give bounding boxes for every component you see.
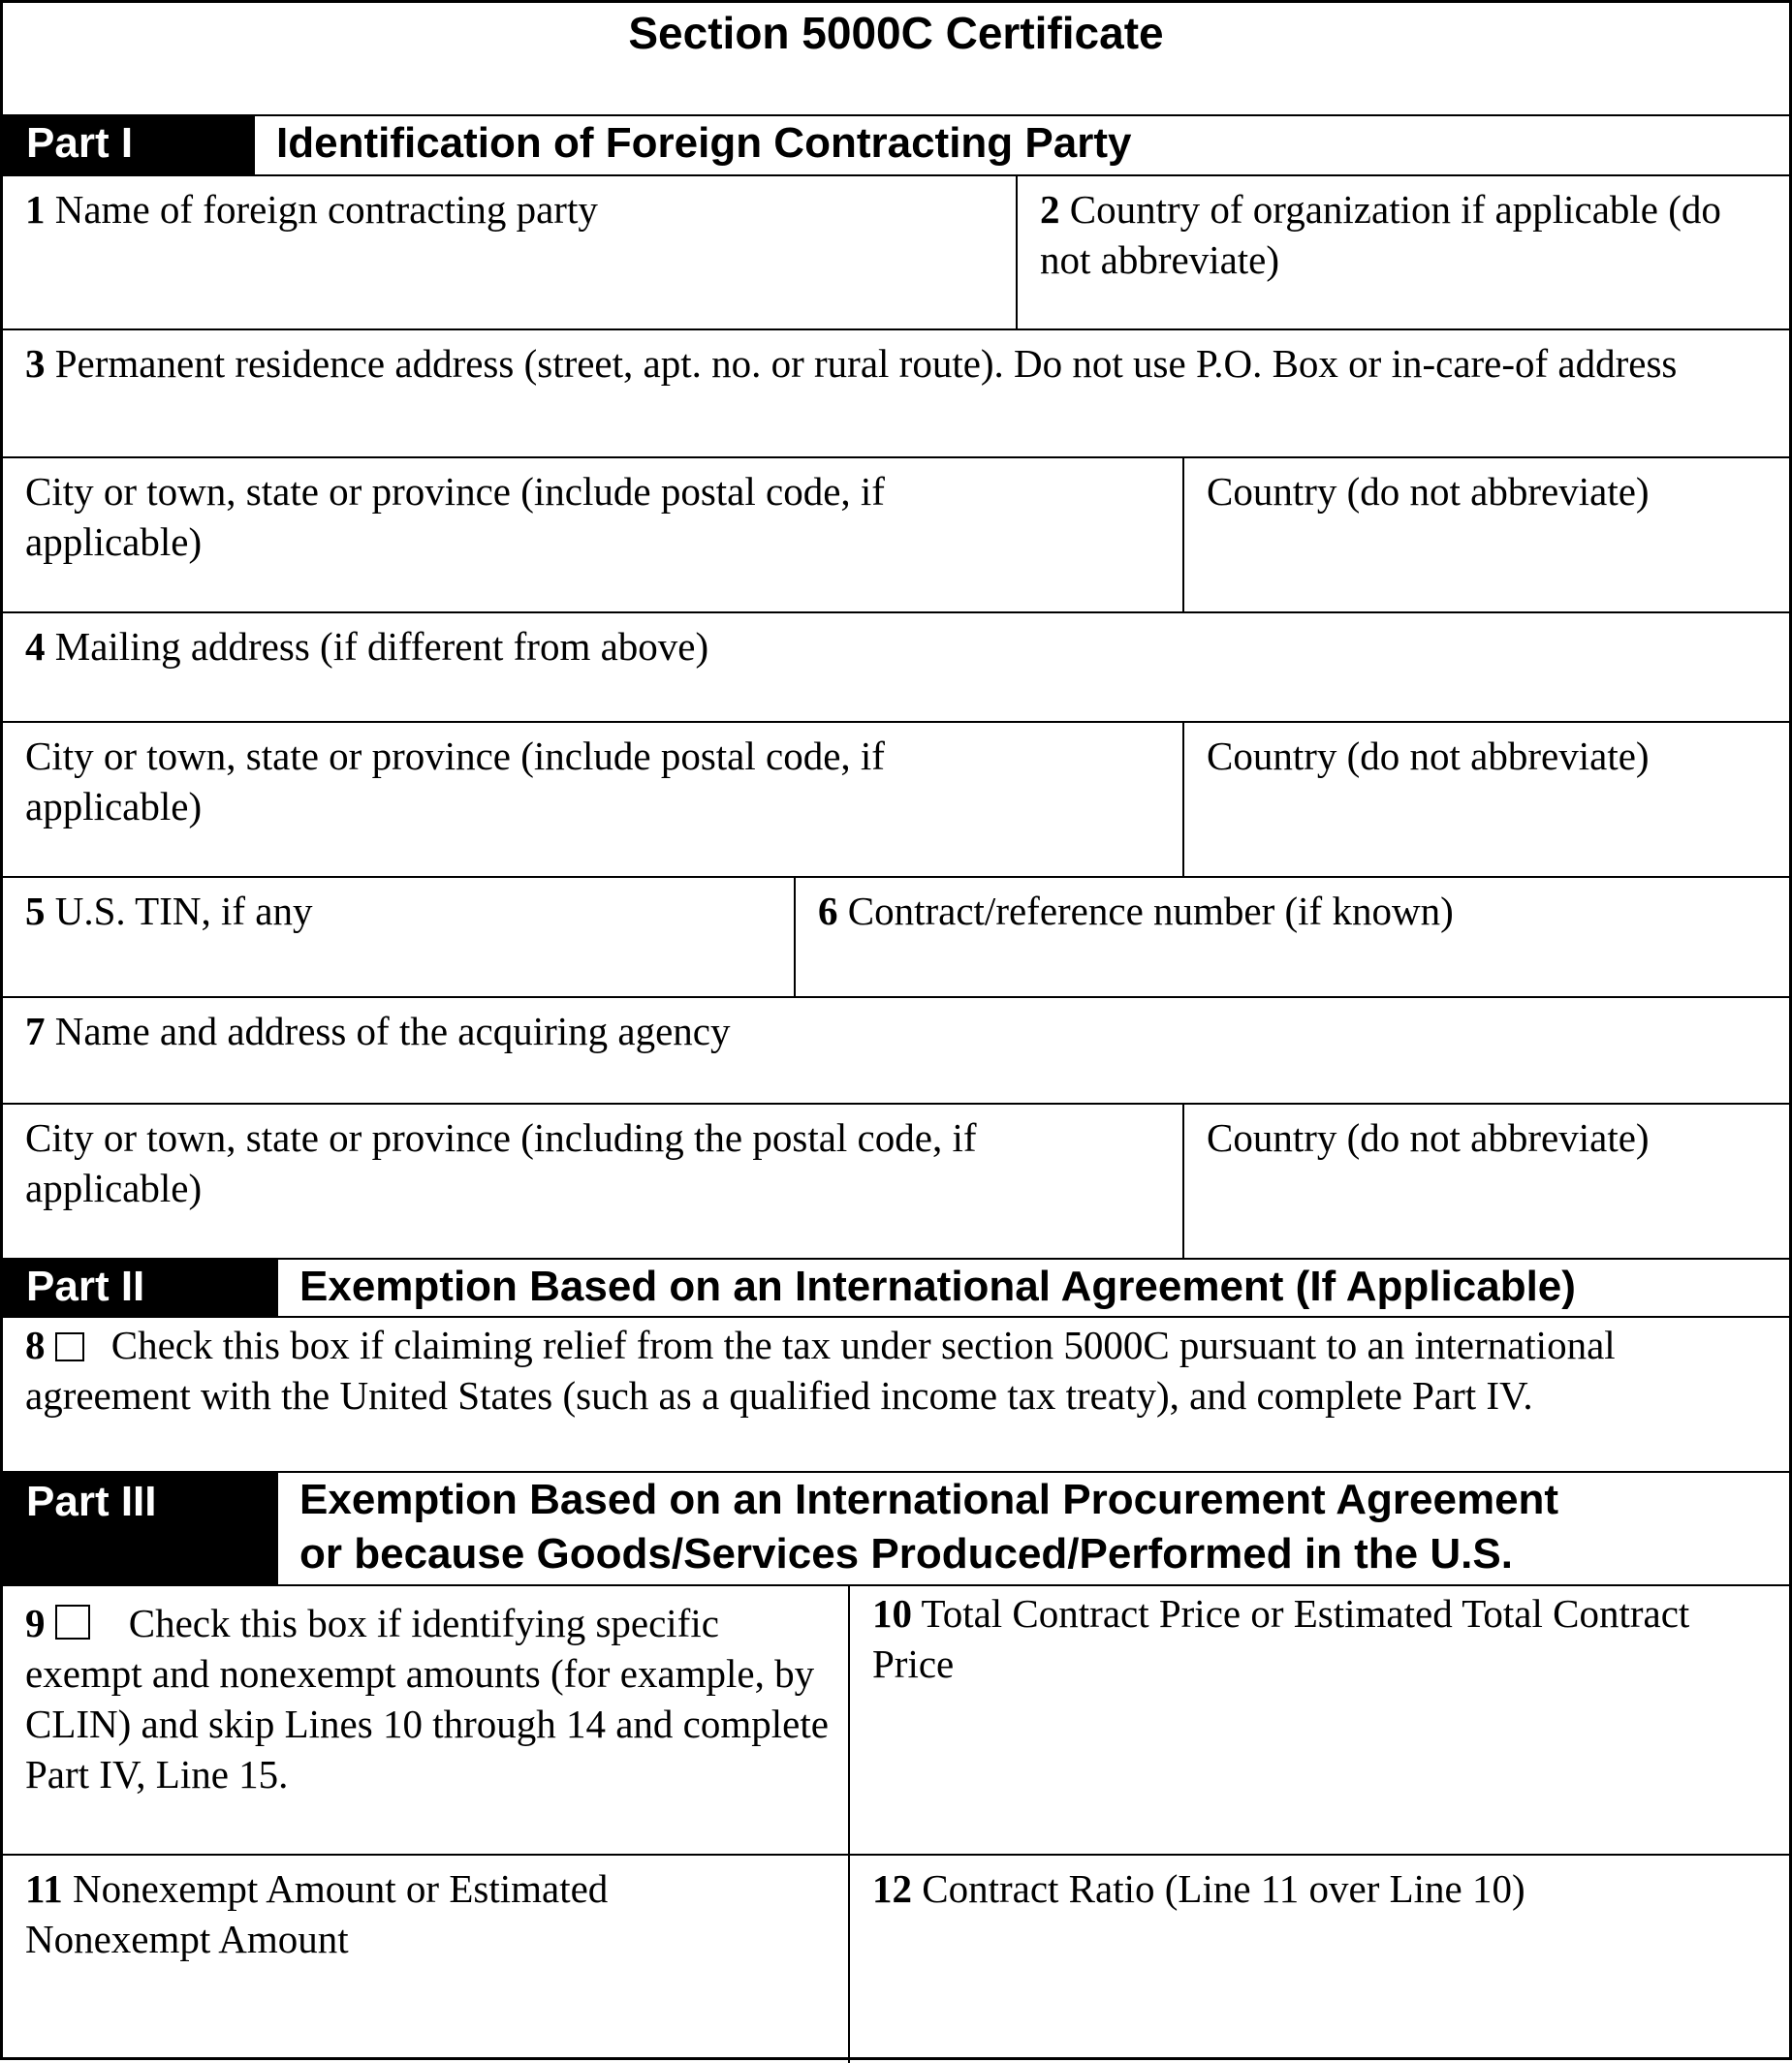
part3-header xyxy=(3,1473,1789,1586)
line5-number: 5 xyxy=(25,889,46,933)
line11-number: 11 xyxy=(25,1866,63,1911)
line12-cell[interactable] xyxy=(850,1856,1789,2063)
line7-label: Name and address of the acquiring agency xyxy=(54,1009,731,1053)
part3-title-line2: or because Goods/Services Produced/Performed in the U.S. xyxy=(299,1530,1513,1578)
part2-tag: Part II xyxy=(3,1260,278,1316)
line8-number: 8 xyxy=(25,1323,46,1367)
line3-city-label: City or town, state or province (include postal code, if applicable) xyxy=(25,469,885,564)
line9-label: Check this box if identifying specific exempt and nonexempt amounts (for example, by CLIN) and skip Lines 10 through 14 and complete Part IV, Line 15. xyxy=(25,1601,829,1797)
line1-number: 1 xyxy=(25,187,46,232)
line7-city-country-row xyxy=(3,1105,1789,1260)
line8-label: Check this box if claiming relief from the tax under section 5000C pursuant to an international agreement with the United States (such as a qualified income tax treaty), and complete Part IV. xyxy=(25,1323,1616,1418)
line6-cell[interactable] xyxy=(796,878,1789,996)
line4-label: Mailing address (if different from above) xyxy=(54,624,709,669)
line3-label: Permanent residence address (street, apt. no. or rural route). Do not use P.O. Box or in-care-of address xyxy=(54,341,1678,386)
line7-number: 7 xyxy=(25,1009,46,1053)
part1-title: Identification of Foreign Contracting Party xyxy=(276,119,1132,167)
line5-label: U.S. TIN, if any xyxy=(54,889,313,933)
line9-checkbox[interactable] xyxy=(55,1605,90,1640)
part2-header xyxy=(3,1260,1789,1318)
line3-country-cell[interactable] xyxy=(1184,458,1789,611)
line4-row[interactable] xyxy=(3,613,1789,723)
line11-cell[interactable] xyxy=(3,1856,850,2063)
line2-number: 2 xyxy=(1040,187,1060,232)
line3-city-cell[interactable] xyxy=(3,458,1184,611)
line9-line10-row xyxy=(3,1586,1789,1856)
line12-number: 12 xyxy=(872,1866,912,1911)
line12-label: Contract Ratio (Line 11 over Line 10) xyxy=(922,1866,1525,1911)
line9-number: 9 xyxy=(25,1601,46,1645)
line2-label: Country of organization if applicable (do not abbreviate) xyxy=(1040,187,1721,282)
line7-country-cell[interactable] xyxy=(1184,1105,1789,1258)
line10-number: 10 xyxy=(872,1591,912,1636)
line7-city-label: City or town, state or province (including the postal code, if applicable) xyxy=(25,1115,977,1210)
part2-title: Exemption Based on an International Agreement (If Applicable) xyxy=(299,1263,1576,1310)
part3-title-line1: Exemption Based on an International Procurement Agreement xyxy=(299,1476,1559,1523)
form-title: Section 5000C Certificate xyxy=(628,8,1164,58)
line5-line6-row xyxy=(3,878,1789,998)
line6-label: Contract/reference number (if known) xyxy=(847,889,1454,933)
part1-header xyxy=(3,116,1789,176)
line1-cell[interactable] xyxy=(3,176,1018,328)
line3-country-label: Country (do not abbreviate) xyxy=(1207,469,1650,514)
line7-city-cell[interactable] xyxy=(3,1105,1184,1258)
line3-row[interactable] xyxy=(3,330,1789,458)
line8-checkbox[interactable] xyxy=(55,1332,84,1361)
line1-label: Name of foreign contracting party xyxy=(54,187,598,232)
line8-row xyxy=(3,1318,1789,1473)
line5-cell[interactable] xyxy=(3,878,796,996)
line7-row[interactable] xyxy=(3,998,1789,1105)
line1-line2-row xyxy=(3,176,1789,330)
line6-number: 6 xyxy=(818,889,838,933)
line4-city-label: City or town, state or province (include postal code, if applicable) xyxy=(25,734,885,828)
form-title-row xyxy=(3,3,1789,116)
line4-country-label: Country (do not abbreviate) xyxy=(1207,734,1650,778)
line4-number: 4 xyxy=(25,624,46,669)
line11-label: Nonexempt Amount or Estimated Nonexempt Amount xyxy=(25,1866,609,1961)
line10-cell[interactable] xyxy=(850,1586,1789,1854)
line4-country-cell[interactable] xyxy=(1184,723,1789,876)
part1-tag: Part I xyxy=(3,116,255,174)
line11-line12-row xyxy=(3,1856,1789,2063)
line10-label: Total Contract Price or Estimated Total Contract Price xyxy=(872,1591,1690,1686)
line4-city-country-row xyxy=(3,723,1789,878)
part3-title xyxy=(299,1473,1789,1584)
line3-number: 3 xyxy=(25,341,46,386)
line9-cell xyxy=(3,1586,850,1854)
line4-city-cell[interactable] xyxy=(3,723,1184,876)
part3-tag: Part III xyxy=(3,1473,278,1584)
line3-city-country-row xyxy=(3,458,1789,613)
line2-cell[interactable] xyxy=(1018,176,1789,328)
line7-country-label: Country (do not abbreviate) xyxy=(1207,1115,1650,1160)
